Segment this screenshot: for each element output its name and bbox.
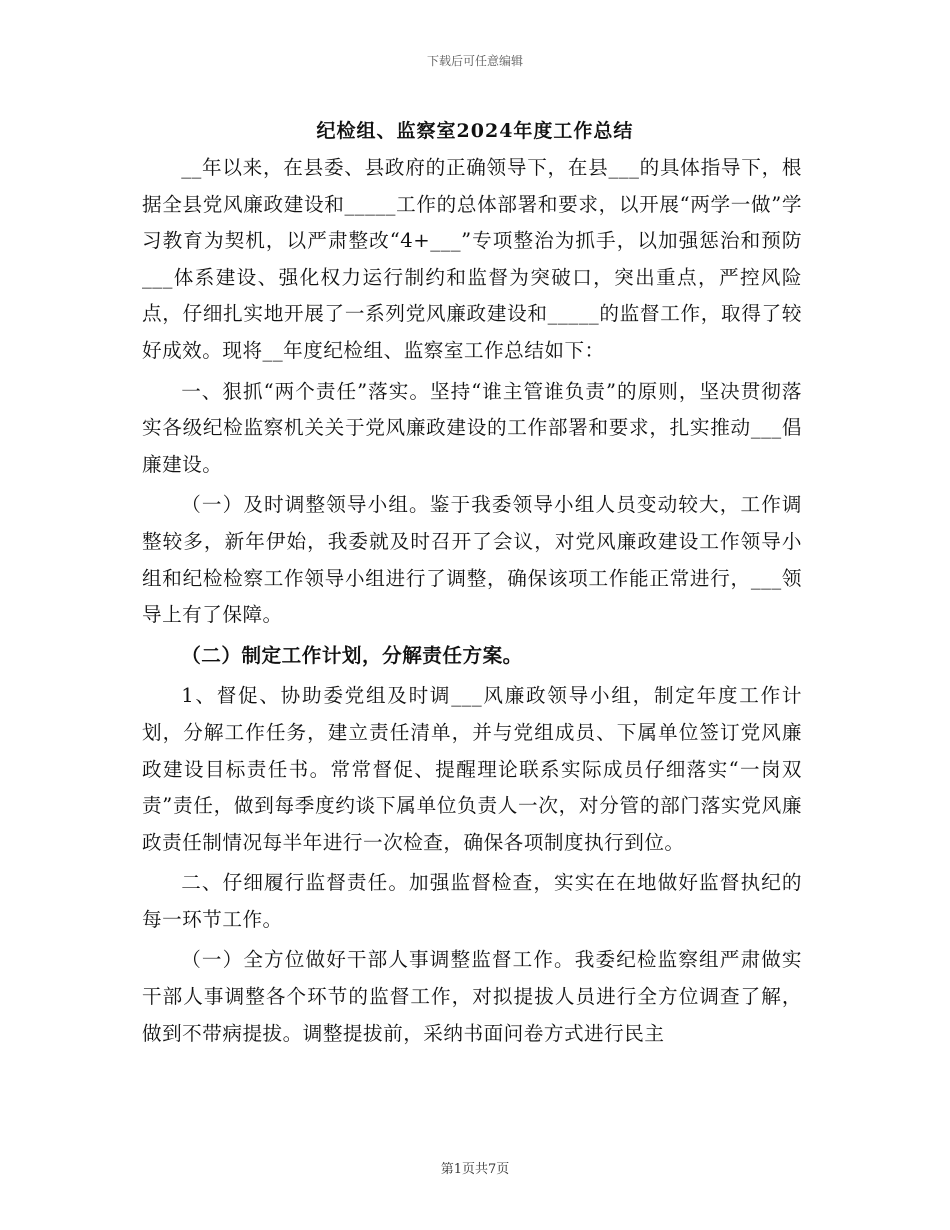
paragraph-subsection-1-1: （一）及时调整领导小组。鉴于我委领导小组人员变动较大，工作调整较多，新年伊始，我委就及时召开了会议，对党风廉政建设工作领导小组和纪检检察工作领导小组进行了调整，确保该项工作能正常进行，___领导上有了保障。	[142, 493, 802, 627]
paragraph-intro: __年以来，在县委、县政府的正确领导下，在县___的具体指导下，根据全县党风廉政建设和_____工作的总体部署和要求，以开展“两学一做”学习教育为契机，以严肃整改“4+___”专项整治为抓手，以加强惩治和预防___体系建设、强化权力运行制约和监督为突破口，突出重点，严控风险点，仔细扎实地开展了一系列党风廉政建设和_____的监督工作，取得了较好成效。现将__年度纪检组、监察室工作总结如下：	[142, 156, 802, 362]
page-number: 第1页共7页	[440, 1162, 510, 1177]
paragraph-subsection-2-1: （一）全方位做好干部人事调整监督工作。我委纪检监察组严肃做实干部人事调整各个环节的监督工作，对拟提拔人员进行全方位调查了解，做到不带病提拔。调整提拔前，采纳书面问卷方式进行民主	[142, 948, 802, 1045]
paragraph-section-2: 二、仔细履行监督责任。加强监督检查，实实在在地做好监督执纪的每一环节工作。	[142, 871, 802, 931]
document-body	[142, 150, 802, 1052]
paragraph-item-1: 1、督促、协助委党组及时调___风廉政领导小组，制定年度工作计划，分解工作任务，建立责任清单，并与党组成员、下属单位签订党风廉政建设目标责任书。常常督促、提醒理论联系实际成员仔细落实“一岗双责”责任，做到每季度约谈下属单位负责人一次，对分管的部门落实党风廉政责任制情况每半年进行一次检查，确保各项制度执行到位。	[142, 684, 802, 854]
paragraph-section-1: 一、狠抓“两个责任”落实。坚持“谁主管谁负责”的原则，坚决贯彻落实各级纪检监察机关关于党风廉政建设的工作部署和要求，扎实推动___倡廉建设。	[142, 379, 802, 476]
document-title: 纪检组、监察室2024年度工作总结	[316, 120, 634, 142]
page-header-note: 下载后可任意编辑	[426, 54, 523, 68]
paragraph-subsection-1-2-heading: （二）制定工作计划，分解责任方案。	[181, 643, 523, 667]
